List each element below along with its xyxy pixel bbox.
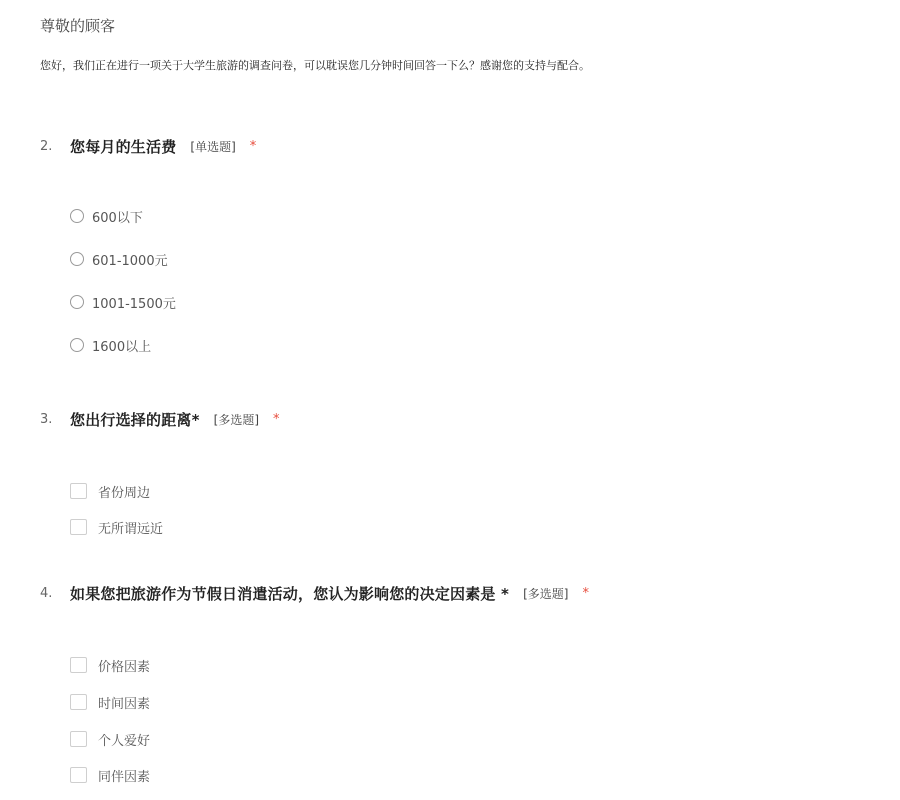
radio-option[interactable] <box>70 292 176 312</box>
option-label[interactable]: 同伴因素 <box>98 769 151 785</box>
radio-option[interactable] <box>70 335 151 355</box>
checkbox-option[interactable] <box>70 729 150 749</box>
checkbox-square-icon[interactable] <box>70 483 87 499</box>
required-mark: * <box>582 585 589 601</box>
checkbox-square-icon[interactable] <box>70 694 87 710</box>
question-number: 3. <box>40 411 53 427</box>
survey-greeting: 尊敬的顾客 <box>40 17 116 35</box>
question-3-header <box>40 407 280 431</box>
question-type: [多选题] <box>213 412 260 427</box>
question-type: [多选题] <box>523 586 569 601</box>
radio-circle-icon[interactable] <box>70 252 84 266</box>
option-label[interactable]: 601-1000元 <box>92 253 168 269</box>
radio-option[interactable] <box>70 206 143 226</box>
option-label[interactable]: 1001-1500元 <box>92 296 176 312</box>
question-title: 您每月的生活费 <box>70 137 177 156</box>
radio-circle-icon[interactable] <box>70 338 84 352</box>
radio-circle-icon[interactable] <box>70 209 84 223</box>
checkbox-square-icon[interactable] <box>70 767 87 783</box>
question-title: 如果您把旅游作为节假日消遣活动，您认为影响您的决定因素是 * <box>70 584 510 603</box>
question-2-header <box>40 134 256 158</box>
checkbox-square-icon[interactable] <box>70 657 87 673</box>
required-mark: * <box>249 138 257 154</box>
checkbox-square-icon[interactable] <box>70 519 87 535</box>
checkbox-option[interactable] <box>70 481 150 501</box>
required-mark: * <box>273 411 280 427</box>
checkbox-square-icon[interactable] <box>70 731 87 747</box>
checkbox-option[interactable] <box>70 517 163 537</box>
checkbox-option[interactable] <box>70 765 150 785</box>
question-title: 您出行选择的距离* <box>70 410 200 429</box>
option-label[interactable]: 600以下 <box>92 210 143 226</box>
option-label[interactable]: 无所谓远近 <box>98 521 164 537</box>
option-label[interactable]: 时间因素 <box>98 696 151 712</box>
option-label[interactable]: 个人爱好 <box>98 733 151 749</box>
question-number: 2. <box>40 138 53 154</box>
question-type: [单选题] <box>190 139 236 154</box>
radio-circle-icon[interactable] <box>70 295 84 309</box>
radio-option[interactable] <box>70 249 168 269</box>
option-label[interactable]: 1600以上 <box>92 339 152 355</box>
question-number: 4. <box>40 585 53 601</box>
checkbox-option[interactable] <box>70 655 150 675</box>
question-4-header <box>40 581 589 605</box>
checkbox-option[interactable] <box>70 692 150 712</box>
survey-intro: 您好，我们正在进行一项关于大学生旅游的调查问卷，可以耽误您几分钟时间回答一下么？感谢您的支持与配合。 <box>40 59 590 72</box>
option-label[interactable]: 价格因素 <box>98 659 151 675</box>
option-label[interactable]: 省份周边 <box>98 485 151 501</box>
